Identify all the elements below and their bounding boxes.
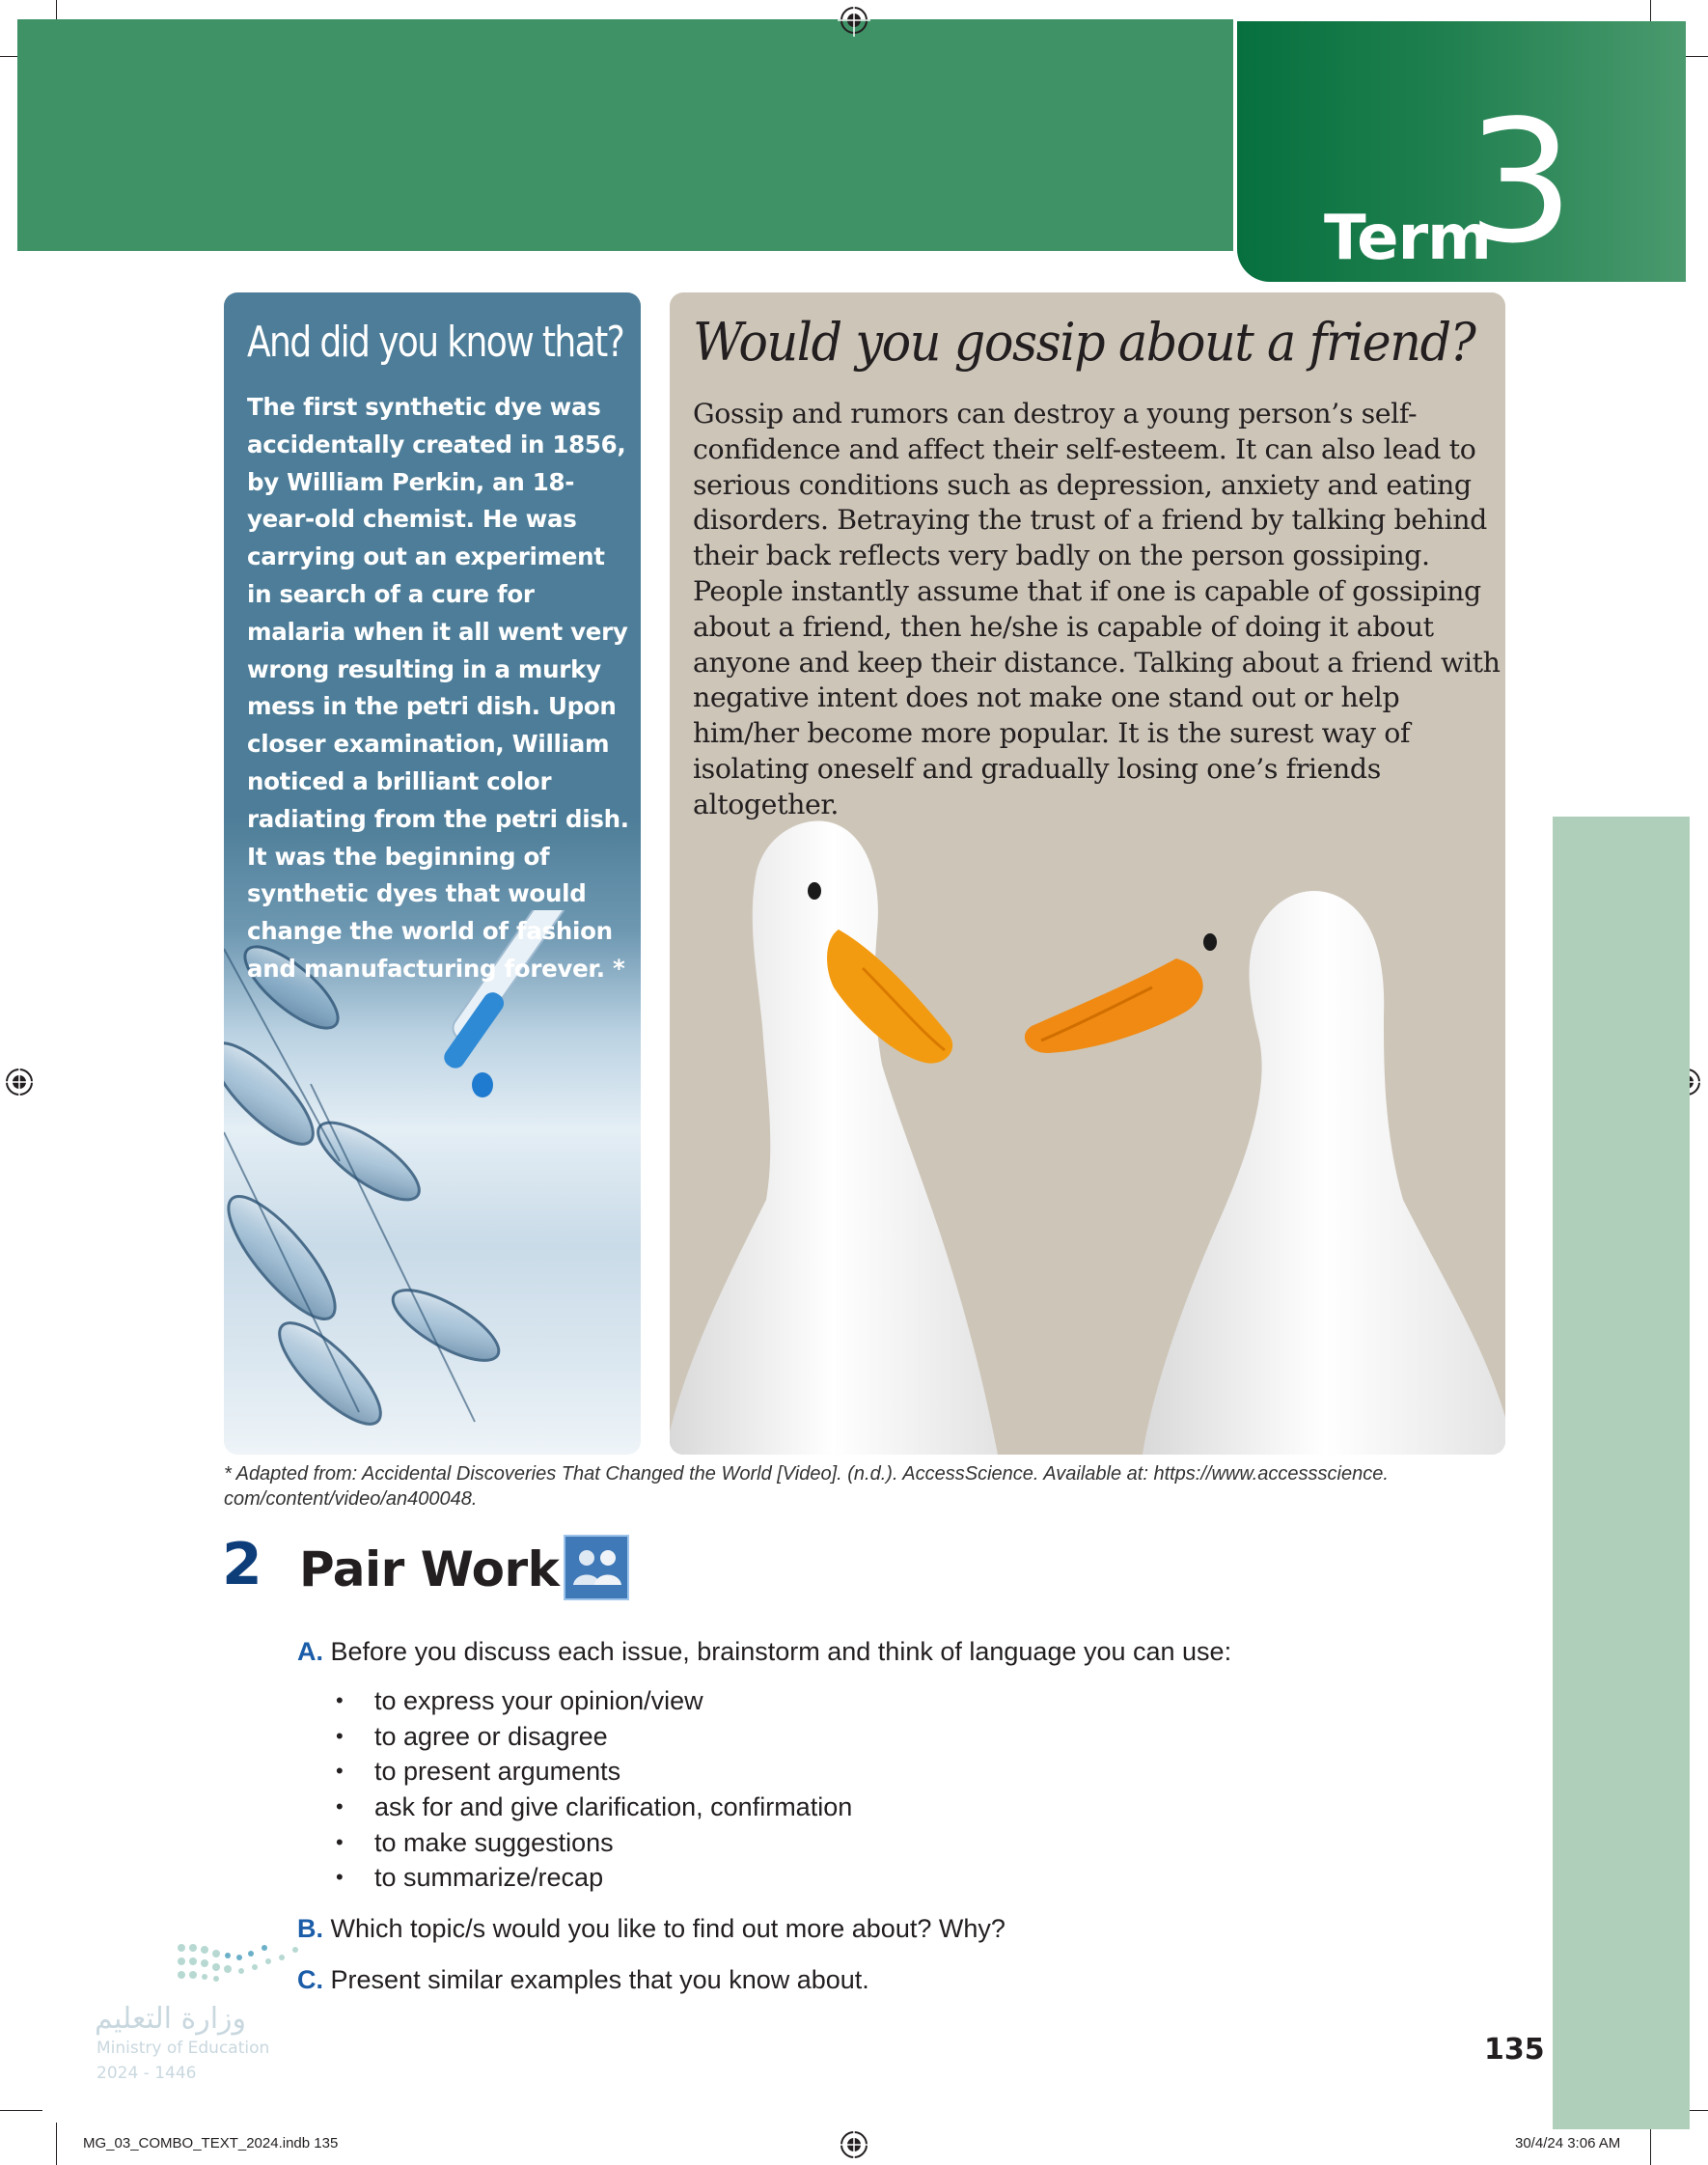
list-item: • to express your opinion/view xyxy=(336,1683,852,1719)
did-you-know-title: And did you know that? xyxy=(247,318,624,367)
list-item: • to summarize/recap xyxy=(336,1860,852,1896)
registration-mark-icon xyxy=(838,4,870,37)
gossip-title: Would you gossip about a friend? xyxy=(693,312,1475,373)
item-text: Before you discuss each issue, brainstorm and think of language you can use: xyxy=(330,1637,1232,1666)
item-text: Present similar examples that you know about. xyxy=(330,1965,869,1994)
did-you-know-text: The first synthetic dye was accidentally created in 1856, by William Perkin, an 18-year-old chemist. He was carrying out an experiment in search of a cure for malaria when it all went very wrong resulting in a murky mess in the petri dish. Upon closer examination, William noticed a brilliant color radiating from the petri dish. It was the beginning of synthetic dyes that would change the world of fashion and manufacturing forever. * xyxy=(247,393,629,983)
item-c xyxy=(297,1965,869,1995)
item-a xyxy=(297,1637,1231,1667)
term-label: Term xyxy=(1324,203,1491,274)
test-tubes-pipette-icon xyxy=(224,910,641,1455)
ministry-english-name: Ministry of Education xyxy=(96,2039,270,2058)
item-b xyxy=(297,1914,1006,1944)
header-band xyxy=(17,19,1233,251)
print-slug-file: MG_03_COMBO_TEXT_2024.indb 135 xyxy=(83,2135,339,2151)
crop-mark xyxy=(0,2110,42,2111)
did-you-know-box xyxy=(224,292,641,1455)
section-title: Pair Work xyxy=(299,1541,560,1597)
list-item: • ask for and give clarification, confirmation xyxy=(336,1790,852,1825)
list-item: • to present arguments xyxy=(336,1754,852,1790)
two-white-ducks-icon xyxy=(670,814,1505,1455)
registration-mark-icon xyxy=(3,1066,36,1098)
item-letter: B. xyxy=(297,1914,323,1943)
section-number: 2 xyxy=(222,1531,262,1598)
item-letter: C. xyxy=(297,1965,323,1994)
footnote: * Adapted from: Accidental Discoveries That Changed the World [Video]. (n.d.). AccessScience. Available at: https://www.accessscience. com/content/video/an400048. xyxy=(224,1463,1389,1510)
side-strip xyxy=(1553,817,1690,2129)
gossip-box xyxy=(670,292,1505,1455)
page-number: 135 xyxy=(1484,2033,1545,2067)
list-item: • to agree or disagree xyxy=(336,1719,852,1755)
list-item: • to make suggestions xyxy=(336,1825,852,1861)
print-slug-date: 30/4/24 3:06 AM xyxy=(1515,2135,1621,2151)
pair-work-icon xyxy=(564,1535,629,1600)
term-number: 3 xyxy=(1467,85,1575,281)
item-text: Which topic/s would you like to find out more about? Why? xyxy=(330,1914,1006,1943)
ministry-year: 2024 - 1446 xyxy=(96,2064,197,2083)
crop-mark xyxy=(56,2123,57,2165)
gossip-text: Gossip and rumors can destroy a young person’s self-confidence and affect their self-esteem. It can also lead to serious conditions such as depression, anxiety and eating disorders. Betraying the trust of a friend by talking behind their back reflects very badly on the person gossiping. People instantly assume that if one is capable of gossiping about a friend, then he/she is capable of doing it about anyone and keep their distance. Talking about a friend with negative intent does not make one stand out or help him/her become more popular. It is the surest way of isolating oneself and gradually losing one’s friends altogether. xyxy=(693,398,1501,820)
registration-mark-icon xyxy=(838,2128,870,2161)
item-letter: A. xyxy=(297,1637,323,1666)
ministry-arabic-name: وزارة التعليم xyxy=(95,2002,247,2036)
language-bullet-list xyxy=(336,1683,852,1896)
